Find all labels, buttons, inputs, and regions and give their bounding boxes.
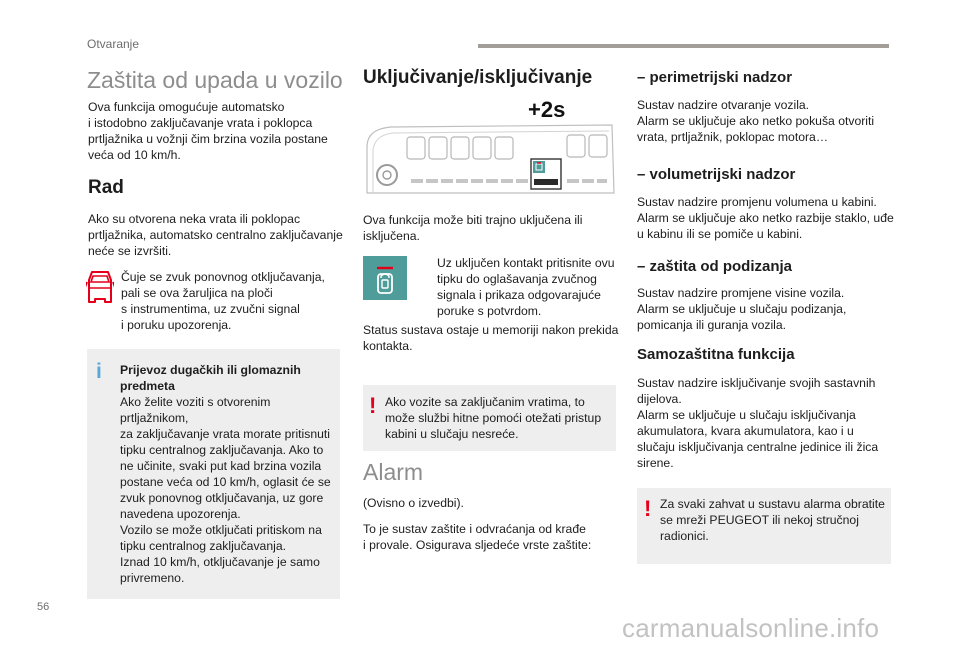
rad-line: prtljažnika, automatsko centralno zaključavanje [88, 228, 343, 242]
warning-box-content [385, 394, 611, 442]
intro-line: prtljažnika u vožnji čim brzina vozila postane [88, 132, 328, 146]
self-protection-line: dijelova. [637, 392, 682, 406]
service-warning-line: radionici. [660, 529, 709, 543]
self-protection-paragraph [637, 375, 897, 471]
self-protection-line: slučaju isključivanja centralne jedinice ili žica [637, 440, 879, 454]
header-bar [478, 44, 889, 48]
lifting-line: Sustav nadzire promjene visine vozila. [637, 286, 845, 300]
lifting-heading: – zaštita od podizanja [637, 258, 793, 275]
alarm-paragraph [363, 521, 623, 553]
lock-button-icon [363, 256, 407, 300]
volumetric-heading: – volumetrijski nadzor [637, 166, 796, 183]
service-warning-line: Za svaki zahvat u sustavu alarma obratite [660, 497, 885, 511]
warning-line: pali se ova žaruljica na ploči [121, 286, 273, 300]
info-line: Ako želite voziti s otvorenim prtljažnikom, [120, 395, 271, 425]
warning-box-line: Ako vozite sa zaključanim vratima, to [385, 395, 585, 409]
perimeter-heading: – perimetrijski nadzor [637, 69, 793, 86]
warning-box-line: može službi hitne pomoći otežati pristup [385, 411, 602, 425]
lifting-line: pomicanja ili guranja vozila. [637, 318, 787, 332]
info-line: za zaključavanje vrata morate pritisnuti [120, 427, 330, 441]
exclamation-icon: ! [644, 496, 652, 521]
info-box [87, 349, 340, 599]
self-protection-line: Sustav nadzire isključivanje svojih sastavnih [637, 376, 876, 390]
exclamation-icon: ! [369, 393, 377, 418]
self-protection-line: akumulatora, kvara akumulatora, kao i u [637, 424, 854, 438]
perimeter-line: Alarm se uključuje ako netko pokuša otvoriti [637, 114, 875, 128]
alarm-subtitle: (Ovisno o izvedbi). [363, 496, 464, 510]
volumetric-line: u kabinu ili se pomiče u kabini. [637, 227, 803, 241]
function-line: isključena. [363, 229, 420, 243]
warning-line: s instrumentima, uz zvučni signal [121, 302, 300, 316]
car-door-warning-icon [86, 268, 114, 308]
warning-line: Čuje se zvuk ponovnog otključavanja, [121, 270, 325, 284]
self-protection-line: sirene. [637, 456, 674, 470]
control-panel-figure [363, 123, 616, 195]
intro-line: veća od 10 km/h. [88, 148, 181, 162]
watermark: carmanualsonline.info [622, 613, 880, 643]
service-warning-box [637, 488, 891, 564]
info-line: postane veća od 10 km/h, oglasit će se [120, 475, 331, 489]
service-warning-content [660, 496, 886, 544]
bullet-paragraph [437, 255, 617, 319]
info-line: tipku centralnog zaključavanja. [120, 539, 286, 553]
bullet-line: signala i prikaza odgovarajuće [437, 288, 601, 302]
self-protection-heading: Samozaštitna funkcija [637, 346, 795, 363]
perimeter-line: vrata, prtljažnik, poklopac motora… [637, 130, 829, 144]
alarm-line: To je sustav zaštite i odvraćanja od krađe [363, 522, 586, 536]
section-label: Otvaranje [87, 37, 140, 51]
perimeter-paragraph [637, 97, 897, 145]
volumetric-line: Sustav nadzire promjenu volumena u kabini. [637, 195, 877, 209]
info-line: ne učinite, svaki put kad brzina vozila [120, 459, 322, 473]
volumetric-paragraph [637, 194, 897, 242]
perimeter-line: Sustav nadzire otvaranje vozila. [637, 98, 810, 112]
rad-line: Ako su otvorena neka vrata ili poklopac [88, 212, 301, 226]
status-line: Status sustava ostaje u memoriji nakon prekida [363, 323, 619, 337]
intro-line: Ova funkcija omogućuje automatsko [88, 100, 285, 114]
bullet-line: tipku do oglašavanja zvučnog [437, 272, 597, 286]
alarm-title: Alarm [363, 459, 424, 485]
info-line: Vozilo se može otključati pritiskom na [120, 523, 322, 537]
warning-box [363, 385, 616, 451]
warning-paragraph [121, 269, 346, 333]
status-paragraph [363, 322, 623, 354]
volumetric-line: Alarm se uključuje ako netko razbije staklo, uđe [637, 211, 894, 225]
function-paragraph [363, 212, 623, 244]
info-line: tipku centralnog zaključavanja. Ako to [120, 443, 324, 457]
info-line: Iznad 10 km/h, otključavanje je samo [120, 555, 320, 569]
lifting-line: Alarm se uključuje u slučaju podizanja, [637, 302, 847, 316]
bullet-line: Uz uključen kontakt pritisnite ovu [437, 256, 615, 270]
info-line: navedena upozorenja. [120, 507, 241, 521]
alarm-line: i provale. Osigurava sljedeće vrste zaštite: [363, 538, 592, 552]
self-protection-line: Alarm se uključuje u slučaju isključivanja [637, 408, 856, 422]
info-box-content [120, 362, 336, 586]
info-line: zvuk ponovnog otključavanja, uz gore [120, 491, 324, 505]
lifting-paragraph [637, 285, 897, 333]
page-title: Zaštita od upada u vozilo [87, 67, 343, 93]
rad-line: neće se izvršiti. [88, 244, 172, 258]
section-heading: Uključivanje/isključivanje [363, 67, 593, 88]
function-line: Ova funkcija može biti trajno uključena ili [363, 213, 583, 227]
warning-line: i poruku upozorenja. [121, 318, 232, 332]
rad-paragraph [88, 211, 348, 259]
service-warning-line: se mreži PEUGEOT ili nekoj stručnoj [660, 513, 859, 527]
status-line: kontakta. [363, 339, 413, 353]
intro-paragraph [88, 99, 348, 163]
info-icon: i [96, 360, 102, 383]
figure-label: +2s [528, 97, 566, 122]
page-number: 56 [37, 601, 50, 613]
info-box-title: predmeta [120, 379, 175, 393]
bullet-line: poruke s potvrdom. [437, 304, 542, 318]
info-box-title: Prijevoz dugačkih ili glomaznih [120, 363, 301, 377]
intro-line: i istodobno zaključavanje vrata i poklopca [88, 116, 313, 130]
info-line: privremeno. [120, 571, 185, 585]
rad-heading: Rad [88, 177, 124, 198]
warning-box-line: kabini u slučaju nesreće. [385, 427, 519, 441]
